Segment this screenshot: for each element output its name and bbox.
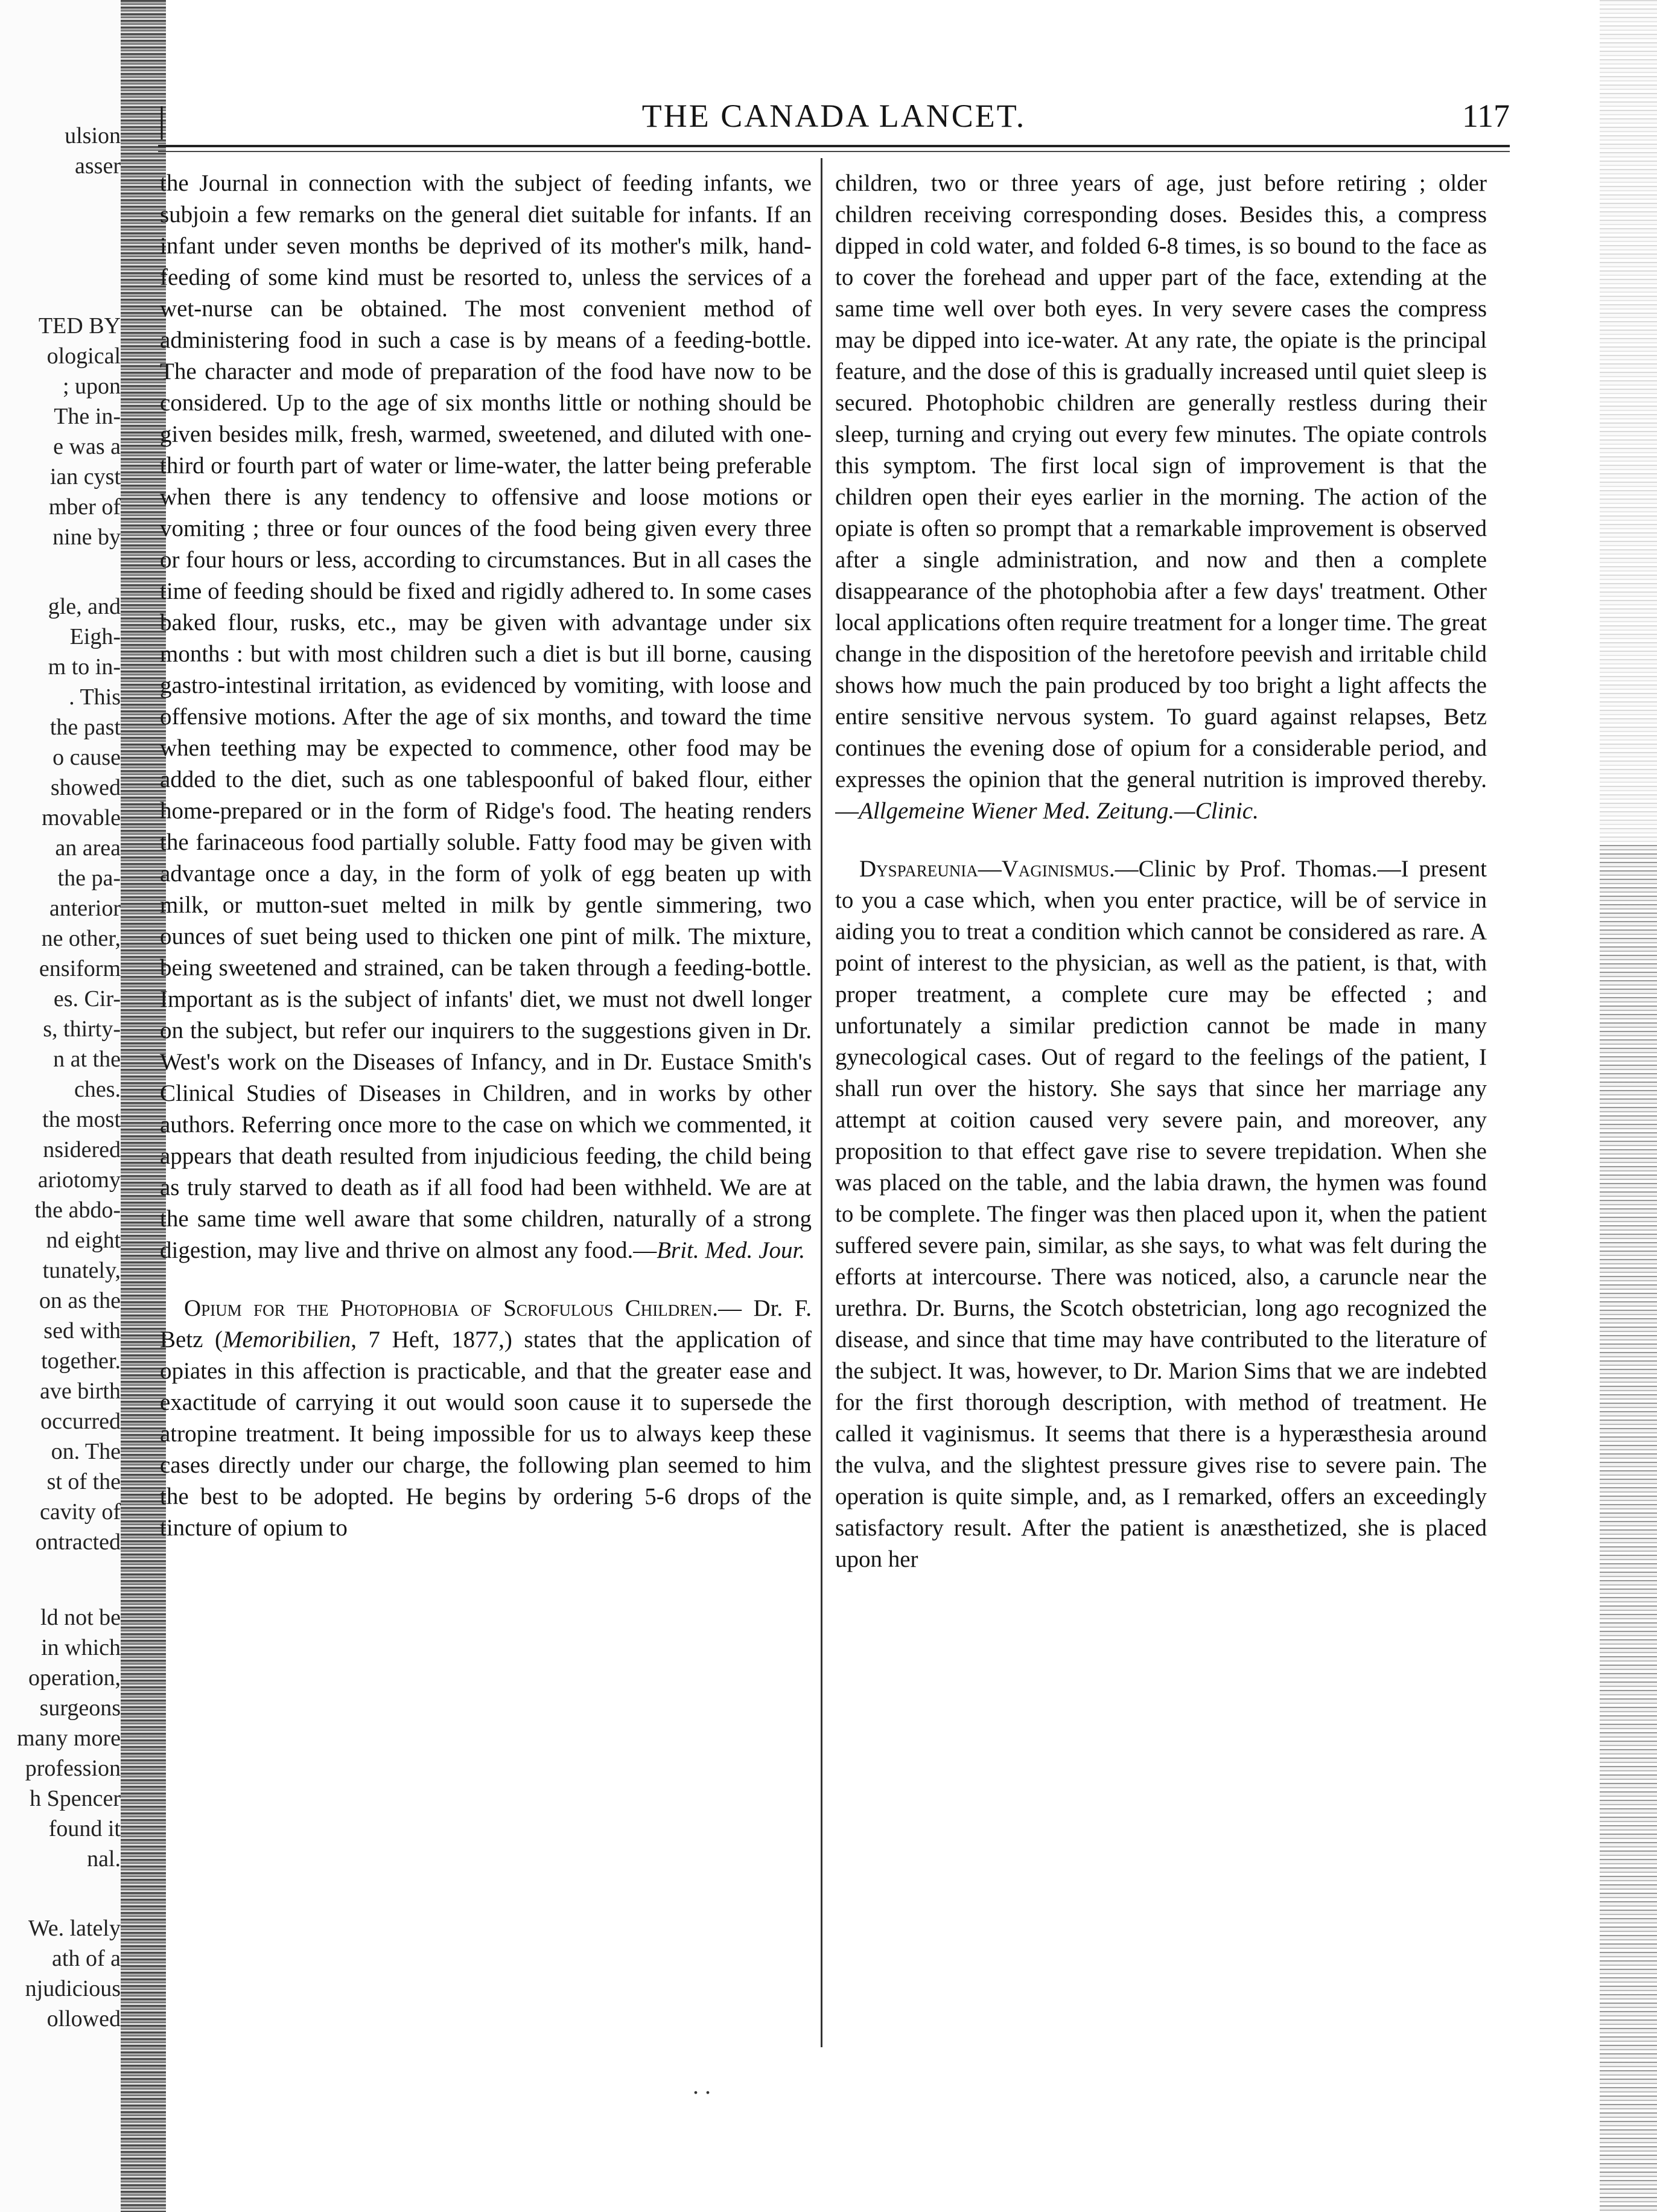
right-edge-shadow-top	[1600, 0, 1657, 845]
gutter-line: e was a	[53, 434, 121, 459]
opium-source: Memoribilien	[222, 1327, 351, 1353]
gutter-line: in which	[41, 1635, 121, 1660]
opium-continued-text: children, two or three years of age, just before retiring ; older children receiving corresponding doses. Besides this, a compress dipped in cold water, and folded 6-8 times, is so bound to the face as to cover the forehead and upper part of the face, extending at the same time well over both eyes. In very severe cases the compress may be dipped into ice-water. At any rate, the opiate is the principal feature, and the dose of this is gradually increased until quiet sleep is secured. Photophobic children are generally restless during their sleep, turning and crying out every few minutes. The opiate controls this symptom. The first local sign of improvement is that the children open their eyes earlier in the morning. The action of the opiate is often so prompt that a remarkable improvement is observed after a single administration, and now and then a complete disappearance of the photophobia after a few days' treatment. Other local applications often require treatment for a longer time. The great change in the disposition of the heretofore peevish and irritable child shows how much the pain produced by too bright a light affects the entire sensitive nervous system. To guard against relapses, Betz continues the evening dose of opium for a considerable period, and expresses the opinion that the general nutrition is improved thereby.—	[835, 170, 1487, 824]
dyspareunia-paragraph	[835, 853, 1487, 1575]
gutter-line: ulsion	[65, 123, 121, 148]
gutter-line: st of the	[46, 1469, 121, 1494]
dyspareunia-heading: Dyspareunia—Vaginismus.	[859, 856, 1115, 882]
opium-photophobia-paragraph	[160, 1293, 812, 1544]
gutter-line: on. The	[51, 1439, 121, 1464]
gutter-line: an area	[55, 835, 121, 861]
gutter-line: . This	[69, 684, 121, 710]
opium-continued-source: Allgemeine Wiener Med. Zeitung.—Clinic.	[859, 798, 1259, 824]
gutter-line: ld not be	[40, 1605, 121, 1630]
opium-continued-paragraph	[835, 168, 1487, 827]
gutter-line: The in-	[54, 404, 121, 429]
gutter-line: asser	[75, 153, 121, 179]
gutter-line: h Spencer	[30, 1786, 121, 1811]
infant-diet-paragraph	[160, 168, 812, 1266]
page-number: 117	[1462, 98, 1510, 134]
gutter-line: nal.	[87, 1846, 121, 1872]
header-rule-thin	[158, 151, 1510, 152]
binding-shadow	[121, 0, 166, 2212]
gutter-line: njudicious	[25, 1976, 121, 2001]
gutter-line: n at the	[53, 1047, 121, 1072]
gutter-line: ches.	[74, 1077, 121, 1102]
gutter-line: the most	[42, 1107, 121, 1132]
gutter-line: ian cyst	[49, 464, 121, 489]
opium-text-a: — Dr. F. Betz (	[160, 1295, 812, 1353]
right-column	[835, 168, 1487, 1575]
gutter-line: Eigh-	[69, 624, 121, 649]
gutter-line: ariotomy	[37, 1167, 121, 1193]
gutter-line: sed with	[43, 1318, 121, 1343]
gutter-line: ne other,	[41, 926, 121, 951]
gutter-line: cavity of	[39, 1499, 121, 1525]
gutter-line: ensiform	[39, 956, 121, 981]
gutter-line: many more	[16, 1726, 121, 1751]
gutter-line: movable	[42, 805, 121, 830]
gutter-line: gle, and	[48, 594, 121, 619]
gutter-line: occurred	[40, 1409, 121, 1434]
gutter-line: o cause	[52, 745, 121, 770]
gutter-line: operation,	[28, 1665, 121, 1691]
left-column	[160, 168, 812, 1544]
gutter-line: the abdo-	[34, 1197, 121, 1223]
gutter-line: s, thirty-	[43, 1016, 121, 1042]
running-title: THE CANADA LANCET.	[641, 98, 1026, 134]
gutter-line: We. lately	[28, 1916, 121, 1941]
gutter-line: ath of a	[52, 1946, 121, 1971]
infant-diet-source: Brit. Med. Jour.	[657, 1237, 806, 1263]
gutter-line: ollowed	[46, 2006, 121, 2032]
gutter-line: showed	[50, 775, 121, 800]
opium-photophobia-heading: Opium for the Photophobia of Scrofulous Children.	[184, 1295, 719, 1321]
footer-marks: . .	[693, 2072, 711, 2099]
gutter-line: together.	[41, 1348, 121, 1374]
page-header	[158, 97, 1510, 139]
gutter-line: ological	[46, 343, 121, 369]
gutter-line: tunately,	[42, 1258, 121, 1283]
gutter-line: nsidered	[43, 1137, 121, 1162]
gutter-line: surgeons	[39, 1695, 121, 1721]
right-edge-shadow	[1600, 845, 1657, 2212]
column-divider	[821, 158, 822, 2047]
infant-diet-text: the Journal in connection with the subject of feeding infants, we subjoin a few remarks on the general diet suitable for infants. If an infant under seven months be deprived of its mother's milk, hand-feeding of some kind must be resorted to, unless the services of a wet-nurse can be obtained. The most convenient method of administering food in such a case is by means of a feeding-bottle. The character and mode of preparation of the food have now to be considered. Up to the age of six months little or nothing should be given besides milk, fresh, warmed, sweetened, and diluted with one-third or fourth part of water or lime-water, the latter being preferable when there is any tendency to offensive and loose motions or vomiting ; three or four ounces of the food being given every three or four hours or less, according to circumstances. But in all cases the time of feeding should be fixed and rigidly adhered to. In some cases baked flour, rusks, etc., may be given with advantage under six months : but with most children such a diet is but ill borne, causing gastro-intestinal irritation, as evidenced by vomiting, with loose and offensive motions. After the age of six months, and toward the time when teething may be expected to commence, other food may be added to the diet, such as one tablespoonful of baked flour, either home-prepared or in the form of Ridge's food. The heating renders the farinaceous food partially soluble. Fatty food may be given with advantage once a day, in the form of yolk of egg beaten up with milk, or mutton-suet melted in milk by gentle simmering, two ounces of suet being used to thicken one pint of milk. The mixture, being sweetened and strained, can be taken through a feeding-bottle. Important as is the subject of infants' diet, we must not dwell longer on the subject, but refer our inquirers to the suggestions given in Dr. West's work on the Diseases of Infancy, and in Dr. Eustace Smith's Clinical Studies of Diseases in Children, and in works by other authors. Referring once more to the case on which we commented, it appears that death resulted from injudicious feeding, the child being as truly starved to death as if all food had been withheld. We are at the same time well aware that some children, naturally of a strong digestion, may live and thrive on almost any food.—	[160, 170, 812, 1263]
header-rule	[158, 145, 1510, 147]
dyspareunia-text: —Clinic by Prof. Thomas.—I present to you a case which, when you enter practice, will be of service in aiding you to treat a condition which cannot be considered as rare. A point of interest to the physician, as well as the patient, is that, with proper treatment, a complete cure may be effected ; and unfortunately a similar prediction cannot be made in many gynecological cases. Out of regard to the feelings of the patient, I shall run over the history. She says that since her marriage any attempt at coition caused very severe pain, and moreover, any proposition to that effect gave rise to severe trepidation. When she was placed on the table, and the labia drawn, the hymen was found to be complete. The finger was then placed upon it, when the patient suffered severe pain, similar, as she says, to what was felt during the efforts at intercourse. There was noticed, also, a caruncle near the urethra. Dr. Burns, the Scotch obstetrician, long ago recognized the disease, and since that time may have contributed to the literature of the subject. It was, however, to Dr. Marion Sims that we are indebted for the first thorough description, with method of treatment. He called it vaginismus. It seems that there is a hyperæsthesia around the vulva, and the slightest pressure gives rise to severe pain. The operation is quite simple, and, as I remarked, offers an exceedingly satisfactory result. After the patient is anæsthetized, she is placed upon her	[835, 856, 1487, 1572]
gutter-line: nine by	[52, 524, 121, 550]
gutter-line: mber of	[48, 494, 121, 520]
gutter-line: profession	[25, 1756, 121, 1781]
gutter-line: es. Cir-	[53, 986, 121, 1012]
gutter-line: the past	[49, 715, 121, 740]
gutter-line: TED BY	[38, 313, 121, 339]
header-left-mark: |	[158, 100, 166, 139]
left-page-fragment	[0, 0, 166, 2212]
opium-text-b: , 7 Heft, 1877,) states that the application of opiates in this affection is practicable, and that the greater ease and exactitude of carrying it out would soon cause it to supersede the atropine treatment. It being impossible for us to always keep these cases directly under our charge, the following plan seemed to him the best to be adopted. He begins by ordering 5-6 drops of the tincture of opium to	[160, 1327, 812, 1541]
gutter-line: nd eight	[46, 1228, 121, 1253]
gutter-line: ; upon	[62, 374, 121, 399]
gutter-line: anterior	[49, 896, 121, 921]
gutter-line: ontracted	[35, 1529, 121, 1555]
gutter-line: ave birth	[39, 1379, 121, 1404]
gutter-line: on as the	[39, 1288, 121, 1313]
gutter-line: found it	[48, 1816, 121, 1841]
gutter-line: m to in-	[48, 654, 121, 680]
gutter-line: the pa-	[57, 865, 121, 891]
